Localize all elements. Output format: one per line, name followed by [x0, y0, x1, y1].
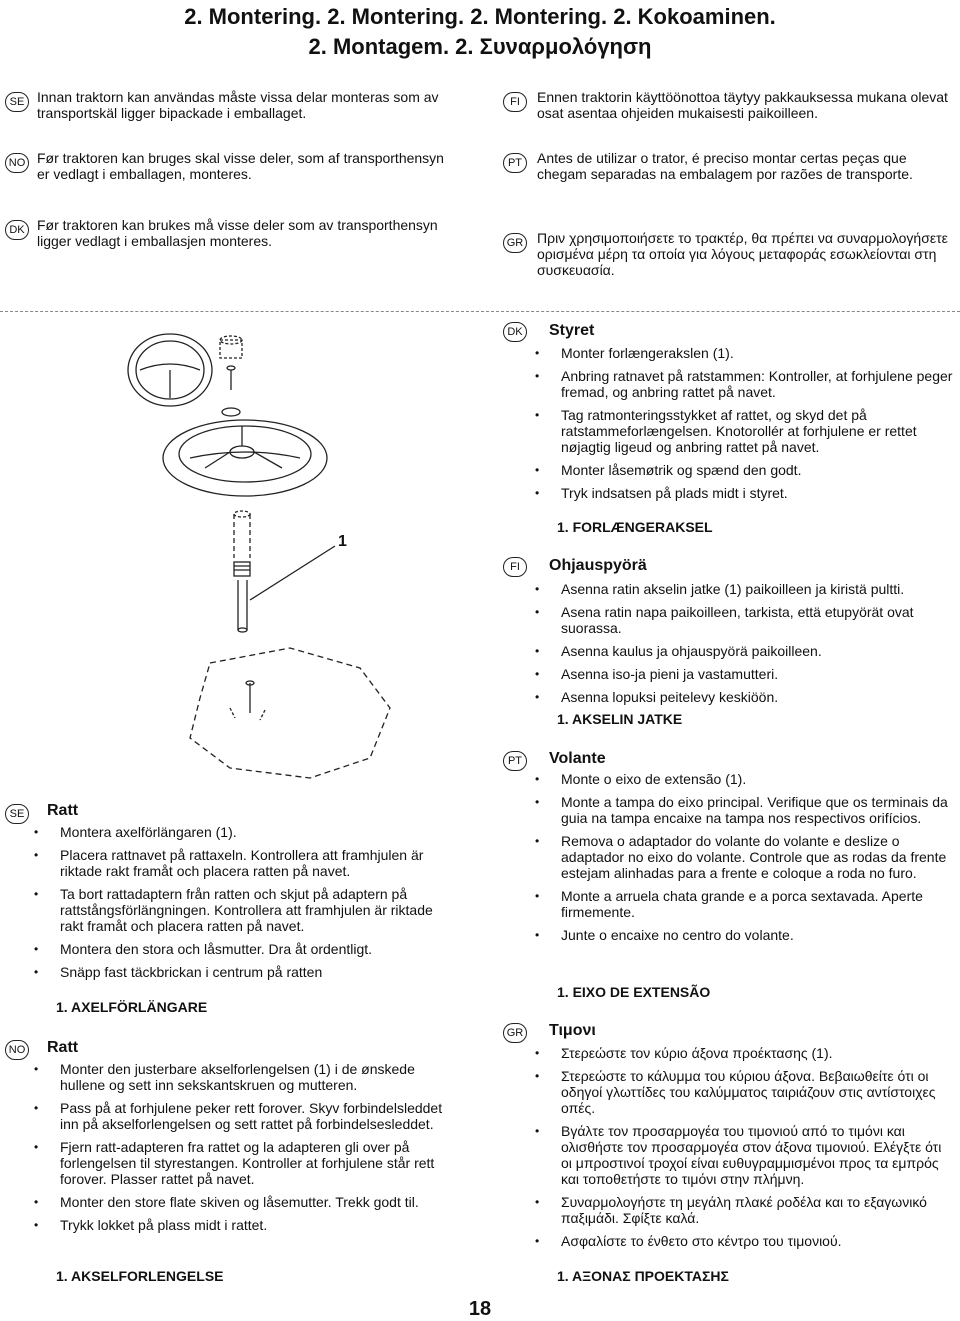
list-item: • Tag ratmonteringsstykket af rattet, og skyd det på ratstammeforlængelsen. Knotorollér at forhjulene er rettet nøjagtig ligeud og anbring rattet på navet.	[561, 407, 956, 455]
lang-badge-no-section: NO	[5, 1040, 29, 1060]
section-title-gr: Τιμονι	[549, 1022, 596, 1039]
list-item: • Junte o encaixe no centro do volante.	[561, 927, 956, 943]
list-item: • Placera rattnavet på rattaxeln. Kontrollera att framhjulen är riktade rakt framåt och placera ratten på navet.	[60, 847, 458, 879]
header-line-1: 2. Montering. 2. Montering. 2. Montering. 2. Kokoaminen.	[184, 4, 776, 29]
intro-se: Innan traktorn kan användas måste vissa delar monteras som av transportskäl ligger bipackade i emballaget.	[37, 89, 439, 121]
list-item: • Monte o eixo de extensão (1).	[561, 771, 956, 787]
caption-gr: 1. ΑΞΟΝΑΣ ΠΡΟΕΚΤΑΣΗΣ	[557, 1268, 729, 1284]
lang-badge-dk: DK	[5, 220, 29, 240]
list-item: • Στερεώστε τον κύριο άξονα προέκτασης (1).	[561, 1045, 956, 1061]
section-title-dk: Styret	[549, 322, 595, 339]
list-item: • Asenna kaulus ja ohjauspyörä paikoilleen.	[561, 643, 956, 659]
page-number: 18	[468, 1298, 492, 1320]
steering-wheel-assembly-illustration	[110, 318, 500, 788]
lang-badge-fi: FI	[503, 92, 527, 112]
list-item: • Ta bort rattadaptern från ratten och skjut på adaptern på rattstångsförlängningen. Kontrollera att framhjulen är riktade rakt framåt och placera ratten på navet.	[60, 886, 458, 934]
section-title-no: Ratt	[47, 1039, 79, 1056]
instructions-gr	[561, 1045, 956, 1256]
list-item: • Ασφαλίστε το ένθετο στο κέντρο του τιμονιού.	[561, 1233, 956, 1249]
caption-pt: 1. EIXO DE EXTENSÃO	[557, 984, 711, 1000]
lang-badge-gr-section: GR	[503, 1023, 527, 1043]
lang-badge-pt: PT	[503, 153, 527, 173]
lang-badge-se-section: SE	[5, 804, 29, 824]
list-item: • Συναρμολογήστε τη μεγάλη πλακέ ροδέλα και το εξαγωνικό παξιμάδι. Σφίξτε καλά.	[561, 1194, 956, 1226]
section-title-pt: Volante	[549, 750, 606, 767]
lang-badge-pt-section: PT	[503, 751, 527, 771]
list-item: • Anbring ratnavet på ratstammen: Kontroller, at forhjulene peger fremad, og anbring rattet på navet.	[561, 368, 956, 400]
list-item: • Monter den justerbare akselforlengelsen (1) i de ønskede hullene og sett inn sekskantskruen og mutteren.	[60, 1061, 458, 1093]
list-item: • Monter forlængerakslen (1).	[561, 345, 956, 361]
lang-badge-fi-section: FI	[503, 557, 527, 577]
intro-no: Før traktoren kan bruges skal visse deler, som af transporthensyn er vedlagt i emballagen, monteres.	[37, 150, 444, 182]
header-line-2: 2. Montagem. 2. Συναρμολόγηση	[308, 34, 652, 59]
list-item: • Asenna ratin akselin jatke (1) paikoilleen ja kiristä pultti.	[561, 581, 956, 597]
page-header	[0, 2, 960, 62]
list-item: • Monte a arruela chata grande e a porca sextavada. Aperte firmemente.	[561, 888, 956, 920]
illustration-callout: 1	[338, 533, 347, 550]
lang-badge-no: NO	[5, 153, 29, 173]
caption-fi: 1. AKSELIN JATKE	[557, 711, 683, 727]
list-item: • Montera den stora och låsmutter. Dra åt ordentligt.	[60, 941, 458, 957]
list-item: • Trykk lokket på plass midt i rattet.	[60, 1217, 458, 1233]
lang-badge-se: SE	[5, 92, 29, 112]
intro-dk: Før traktoren kan brukes må visse deler som av transporthensyn ligger vedlagt i emballasjen monteres.	[37, 217, 438, 249]
list-item: • Asena ratin napa paikoilleen, tarkista, että etupyörät ovat suorassa.	[561, 604, 956, 636]
intro-pt: Antes de utilizar o trator, é preciso montar certas peças que chegam separadas na embalagem por razões de transporte.	[537, 150, 913, 182]
list-item: • Monte a tampa do eixo principal. Verifique que os terminais da guia na tampa encaixe na tampa nos respectivos orifícios.	[561, 794, 956, 826]
list-item: • Monter låsemøtrik og spænd den godt.	[561, 462, 956, 478]
section-divider	[0, 311, 960, 312]
list-item: • Montera axelförlängaren (1).	[60, 824, 458, 840]
section-title-se: Ratt	[47, 802, 79, 819]
list-item: • Asenna lopuksi peitelevy keskiöön.	[561, 689, 956, 705]
section-title-fi: Ohjauspyörä	[549, 557, 647, 574]
lang-badge-gr: GR	[503, 233, 527, 253]
instructions-fi	[561, 581, 956, 712]
list-item: • Remova o adaptador do volante do volante e deslize o adaptador no eixo do volante. Controle que as rodas da frente estejam alinhadas para a frente e coloque a roda no furo.	[561, 833, 956, 881]
list-item: • Fjern ratt-adapteren fra rattet og la adapteren gli over på forlengelsen til styrestangen. Kontroller at forhjulene står rett forover. Plasser rattet på navet.	[60, 1139, 458, 1187]
instructions-se	[60, 824, 458, 987]
list-item: • Snäpp fast täckbrickan i centrum på ratten	[60, 964, 458, 980]
instructions-no	[60, 1061, 458, 1240]
lang-badge-dk-section: DK	[503, 322, 527, 342]
list-item: • Tryk indsatsen på plads midt i styret.	[561, 485, 956, 501]
list-item: • Asenna iso-ja pieni ja vastamutteri.	[561, 666, 956, 682]
list-item: • Στερεώστε το κάλυμμα του κύριου άξονα. Βεβαιωθείτε ότι οι οδηγοί γλωττίδες του καλύμματος ταιριάζουν στις αντίστοιχες οπές.	[561, 1068, 956, 1116]
instructions-pt	[561, 771, 956, 950]
caption-se: 1. AXELFÖRLÄNGARE	[56, 999, 208, 1015]
instructions-dk	[561, 345, 956, 508]
list-item: • Pass på at forhjulene peker rett forover. Skyv forbindelsleddet inn på akselforlengelsen og sett rattet på forbindelsesleddet.	[60, 1100, 458, 1132]
list-item: • Βγάλτε τον προσαρμογέα του τιμονιού από το τιμόνι και ολισθήστε τον προσαρμογέα στον άξονα τιμονιού. Ελέγξτε ότι οι μπροστινοί τροχοί είναι ευθυγραμμισμένοι προς τα εμπρός και τοποθετήστε το τιμόνι στην πλήμνη.	[561, 1123, 956, 1187]
caption-dk: 1. FORLÆNGERAKSEL	[557, 519, 713, 535]
caption-no: 1. AKSELFORLENGELSE	[56, 1268, 224, 1284]
list-item: • Monter den store flate skiven og låsemutter. Trekk godt til.	[60, 1194, 458, 1210]
intro-gr: Πριν χρησιμοποιήσετε το τρακτέρ, θα πρέπει να συναρμολογήσετε ορισμένα μέρη τα οποία για λόγους μεταφοράς εσωκλείονται στη συσκευασία.	[537, 230, 948, 278]
intro-fi: Ennen traktorin käyttöönottoa täytyy pakkauksessa mukana olevat osat asentaa ohjeiden mukaisesti paikoilleen.	[537, 89, 948, 121]
